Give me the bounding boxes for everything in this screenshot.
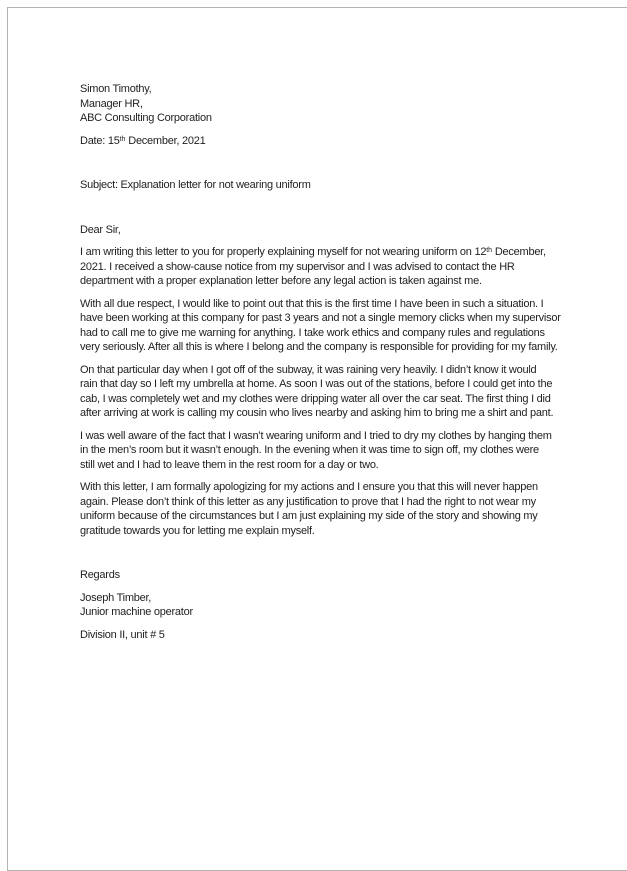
- body-text-line: still wet and I had to leave them in the rest room for a day or two.: [80, 458, 379, 471]
- body-text-line: had to call me to give me warning for anything. I take work ethics and company rules and regulations: [80, 326, 545, 339]
- subject-line: Subject: Explanation letter for not wearing uniform: [80, 179, 311, 191]
- recipient-company: ABC Consulting Corporation: [80, 112, 212, 124]
- incident-date-ordinal-suffix: th: [486, 247, 493, 254]
- body-text-line: cab, I was completely wet and my clothes were dripping water all over the car seat. The first thing I did: [80, 392, 551, 405]
- paragraph-1: [80, 245, 627, 289]
- body-text-line: after arriving at work is calling my cousin who lives nearby and asking him to bring me a shirt and pant.: [80, 407, 554, 419]
- paragraph-2: [80, 297, 627, 355]
- signer-title: Junior machine operator: [80, 606, 193, 618]
- body-text-line: department with a proper explanation letter before any legal action is taken against me.: [80, 275, 482, 287]
- date-rest: December, 2021: [125, 134, 206, 147]
- signer-division: Division II, unit # 5: [80, 628, 165, 641]
- body-text-line: I am writing this letter to you for properly explaining myself for not wearing uniform on 12th December,: [80, 246, 546, 258]
- date-line: [80, 134, 627, 149]
- body-text-line: have been working at this company for past 3 years and not a single memory clicks when my supervisor: [80, 312, 561, 324]
- body-text-line: in the men’s room but it wasn’t enough. In the evening when it was time to sign off, my clothes were: [80, 444, 539, 456]
- signature-block: [80, 591, 627, 620]
- closing-regards: Regards: [80, 569, 120, 581]
- recipient-title: Manager HR,: [80, 97, 143, 110]
- body-text-line: I was well aware of the fact that I wasn’t wearing uniform and I tried to dry my clothes by hanging them: [80, 429, 552, 442]
- body-text-line: gratitude towards you for letting me explain myself.: [80, 524, 315, 537]
- signer-name: Joseph Timber,: [80, 591, 152, 604]
- date-ordinal-suffix: th: [119, 135, 126, 143]
- date-prefix: Date: 15: [80, 134, 120, 147]
- paragraph-5: [80, 480, 627, 538]
- body-text-line: On that particular day when I got off of the subway, it was raining very heavily. I didn’t know it would: [80, 363, 537, 376]
- paragraph-3: [80, 363, 627, 421]
- letter-page: [7, 7, 627, 871]
- body-text-line: 2021. I received a show-cause notice from my supervisor and I was advised to contact the HR: [80, 260, 515, 273]
- body-text-line: again. Please don’t think of this letter as any justification to prove that I had the right to not wear my: [80, 495, 536, 508]
- paragraph-4: [80, 429, 627, 473]
- salutation: Dear Sir,: [80, 223, 121, 236]
- recipient-block: [80, 82, 627, 126]
- body-text-line: uniform because of the circumstances but I am just explaining my side of the story and showing my: [80, 510, 538, 522]
- body-text-line: very seriously. After all this is where I belong and the company is responsible for providing for my family.: [80, 341, 558, 353]
- recipient-name: Simon Timothy,: [80, 83, 152, 95]
- body-text-line: rain that day so I left my umbrella at home. As soon I was out of the stations, before I could get into the: [80, 378, 553, 390]
- body-text-line: With all due respect, I would like to point out that this is the first time I have been in such a situation. I: [80, 297, 544, 310]
- body-text-line: With this letter, I am formally apologizing for my actions and I ensure you that this will never happen: [80, 481, 538, 493]
